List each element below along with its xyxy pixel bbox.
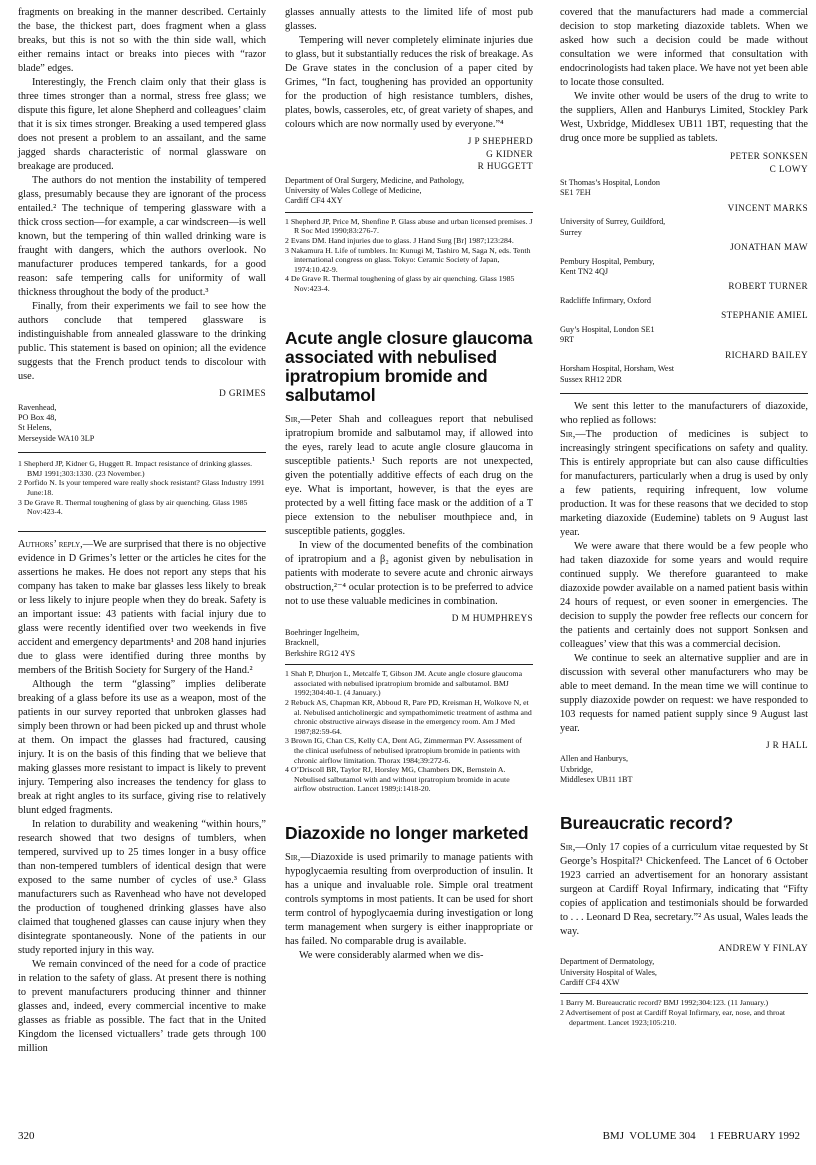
paragraph: In view of the documented benefits of the combination of ipratropium and a β₂ agonist given by nebulisation in patients with moderate to severe acute and chronic airways obstruction,²⁻⁴ ocular protection is to be preferred to advice not to use these valuable medicines in combination.	[285, 540, 533, 608]
paragraph: We were aware that there would be a few people who had taken diazoxide for some years and would require continued supply. We therefore guaranteed to make diazoxide powder available on a named patient basis within 24 hours of request, or even sooner in emergencies. The decision to supply the powder free reflects our concern for the patients and certainly does not support Sonksen and colleagues’ view that this was a commercial decision.	[560, 540, 808, 650]
reference: 3 Brown IG, Chan CS, Kelly CA, Dent AG, Zimmerman PV. Assessment of the clinical usefulness of nebulised ipratropium bromide in patients with chronic airflow limitation. Thorax 1984;39:272-6.	[285, 736, 523, 765]
reference: 1 Shepherd JP, Kidner G, Huggett R. Impact resistance of drinking glasses. BMJ 1991;303:1330. (23 November.)	[18, 459, 253, 478]
reference-list	[285, 669, 533, 794]
paragraph: We invite other would be users of the drug to write to the suppliers, Allen and Hanburys Limited, Stockley Park West, Uxbridge, Middlesex UB11 1BT, requesting that the drug once more be supplied as tablets.	[560, 91, 808, 144]
author-signature: J P SHEPHERD G KIDNER R HUGGETT	[467, 136, 533, 171]
column-1	[18, 6, 266, 1056]
reference-list	[18, 459, 266, 517]
lead-word: Sir,	[560, 841, 576, 853]
column-2	[285, 6, 533, 963]
reference: 3 Nakamura H. Life of tumblers. In: Kunugi M, Tashiro M, Saga N, eds. Tenth international congress on glass. Tokyo: Ceramic Society of Japan, 1974:10.42-9.	[285, 245, 531, 274]
reference: 1 Shah P, Dhurjon L, Metcalfe T, Gibson JM. Acute angle closure glaucoma associated with nebulised ipratropium bromide and salbutamol. BMJ 1992;304:40-1. (4 January.)	[285, 669, 523, 698]
paragraph: We continue to seek an alternative supplier and are in discussion with several other manufacturers who may be able to meet demand. In the mean time we will continue to supply diazoxide powder on request: we have responded to 103 requests for named patient supply since 9 August last year.	[560, 652, 808, 734]
author-signature: J R HALL	[766, 739, 808, 750]
lead-word: Sir,	[560, 428, 576, 440]
paragraph: Sir,—The production of medicines is subject to increasingly stringent specifications on safety and quality. This is entirely appropriate but can also cause difficulties for manufacturers, particularly when a drug is used by only a few patients, requiring infrequent, low volume production. It was for these reasons that we decided to stop marketing diazoxide (Eudemine) tablets on 9 August last year.	[560, 428, 808, 538]
reference-list	[285, 217, 533, 294]
paragraph: We were considerably alarmed when we dis-	[299, 949, 484, 961]
reference: 2 Advertisement of post at Cardiff Royal Infirmary, ear, nose, and throat department. Lancet 1923;105:210.	[560, 1008, 786, 1027]
signatory-address: St Thomas’s Hospital, London SE1 7EH	[560, 178, 660, 198]
reference: 4 De Grave R. Thermal toughening of glass by air quenching. Glass 1985 Nov:423-4.	[285, 274, 515, 293]
article-headline: Bureaucratic record?	[560, 812, 734, 833]
column-3	[560, 6, 808, 1027]
divider	[285, 664, 533, 665]
author-address: Ravenhead, PO Box 48, St Helens, Merseyside WA10 3LP	[18, 402, 95, 443]
article-headline: Diazoxide no longer marketed	[285, 822, 529, 843]
paragraph: In relation to durability and weakening “within hours,” research showed that two designs of tumblers, when tempered, survived up to 25 times longer in a busy office than non-tempered tumblers of identical design that were exposed to the same number of cycles of use.³ Glass manufacturers such as Ravenhead who have not developed the production of toughened drinking glasses have also claimed that toughened glasses can cause injury when they disintegrate spontaneously. None of the patients in our study reported injury in this way.	[18, 818, 266, 956]
paragraph: Tempering will never completely eliminate injuries due to glass, but it substantially reduces the risk of breakage. As De Grave states in the conclusion of a paper cited by Grimes, “In fact, toughening has provided an opportunity for the production of high resistance tumblers, dishes, plates, bowls, casseroles, etc, of great variety of shapes, and colours which are now normally used by everyone.”⁴	[285, 35, 533, 130]
reference: 3 De Grave R. Thermal toughening of glass by air quenching. Glass 1985 Nov:423-4.	[18, 497, 248, 517]
page-number: 320	[18, 1130, 35, 1142]
paragraph: covered that the manufacturers had made a commercial decision to stop marketing diazoxide tablets. When we asked how such a decision could be made without consultation we were informed that consultation with endocrinologists had taken place. We have not yet been able to locate those consulted.	[560, 7, 808, 88]
signatory-list	[560, 150, 808, 385]
paragraph: fragments on breaking in the manner described. Certainly the base, the thickest part, does fragment when a glass breaks, but this is not so with the thin side wall, which either remains intact or breaks into pieces with “razor blade” edges.	[18, 7, 266, 74]
signatory-address: Radcliffe Infirmary, Oxford	[560, 295, 651, 305]
signatory-name: JONATHAN MAW	[730, 242, 808, 253]
divider	[285, 212, 533, 213]
paragraph: glasses annually attests to the limited life of most pub glasses.	[285, 7, 533, 32]
lead-word: Sir,	[285, 851, 301, 863]
divider	[18, 531, 266, 532]
reference-list	[560, 998, 808, 1027]
lead-word: Authors’ reply,	[18, 538, 83, 550]
signatory-name: RICHARD BAILEY	[725, 349, 808, 360]
lead-word: Sir,	[285, 414, 301, 426]
signatory-address: Guy’s Hospital, London SE1 9RT	[560, 324, 655, 345]
author-address: Department of Oral Surgery, Medicine, and Pathology, University of Wales College of Medicine, Cardiff CF4 4XY	[285, 175, 465, 206]
reference: 2 Rebuck AS, Chapman KR, Abboud R, Pare PD, Kreisman H, Wolkove N, et al. Nebulised anticholinergic and sympathomimetic treatment of asthma and chronic obstructive airways disease in the emergency room. Am J Med 1987;82:59-64.	[285, 697, 532, 736]
paragraph: Finally, from their experiments we fail to see how the authors conclude that tempered glassware is indistinguishable from annealed glassware to the drinking public. This statement is based on opinion; all the evidence suggests that the French product tends to discolour with use.	[18, 301, 266, 382]
author-address: Allen and Hanburys, Uxbridge, Middlesex UB11 1BT	[560, 754, 633, 785]
signatory-name: VINCENT MARKS	[727, 202, 808, 213]
reference: 2 Evans DM. Hand injuries due to glass. J Hand Surg [Br] 1987;123:284.	[285, 235, 514, 245]
signatory-address: University of Surrey, Guildford, Surrey	[560, 217, 666, 237]
paragraph: We sent this letter to the manufacturers of diazoxide, who replied as follows:	[560, 400, 808, 426]
signatory-name: PETER SONKSEN	[730, 151, 808, 161]
signatory-name: STEPHANIE AMIEL	[721, 310, 808, 321]
journal-footer: BMJ VOLUME 304 1 FEBRUARY 1992	[602, 1130, 800, 1142]
author-signature: D GRIMES	[219, 388, 266, 398]
paragraph: The authors do not mention the instability of tempered glass, presumably because they are ignorant of the process entailed.² The technique of tempering glassware with a thick cross section—for example, a car windscreen—is well known, but the tempering of thin walled drinking ware is fraught with dangers, which the authors overlook. No manufacturer produces tempered tankards, for a good reason: safe tempering calls for uniformity of wall thickness throughout the body of the product.³	[18, 175, 266, 298]
divider	[560, 393, 808, 394]
reference: 1 Shepherd JP, Price M, Shenfine P. Glass abuse and urban licensed premises. J R Soc Med 1990;83:276-7.	[285, 216, 533, 236]
article-headline: Acute angle closure glaucoma associated with nebulised ipratropium bromide and salbutamol	[285, 328, 533, 406]
reference: 1 Barry M. Bureaucratic record? BMJ 1992;304:123. (11 January.)	[560, 998, 769, 1008]
divider	[18, 452, 266, 453]
divider	[560, 993, 808, 994]
reference: 4 O’Driscoll BR, Taylor RJ, Horsley MG, Chambers DK, Bernstein A. Nebulised salbutamol with and without ipratropium bromide in acute airflow obstruction. Lancet 1989;i:1418-20.	[285, 765, 510, 794]
author-signature: ANDREW Y FINLAY	[718, 942, 808, 953]
paragraph: Although the term “glassing” implies deliberate breaking of a glass before its use as a weapon, most of the patients in our survey reported that unbroken glasses had simply been thrown or had been picked up and thrust whole at them. On impact the glasses had fractured, causing injury. It is on the basis of this finding that we believe that making glasses more resistant to impact is likely to prevent injury. Tempering also increases the tendency for glass to break at right angles to its surface, giving rise to relatively blunt edged fragments.	[18, 678, 266, 816]
author-address: Department of Dermatology, University Hospital of Wales, Cardiff CF4 4XW	[560, 957, 657, 987]
paragraph: Sir,—Only 17 copies of a curriculum vitae requested by St George’s Hospital?¹ Chickenfeed. The Lancet of 6 October 1923 carried an advertisement for an honorary assistant surgeon at Cardiff Royal Infirmary, indicating that “Fifty copies of application and testimonials should be forwarded to . . . Leonard D Rea, secretary.”² As usual, Wales leads the way.	[560, 841, 808, 937]
signatory-name: ROBERT TURNER	[728, 281, 808, 292]
paragraph: Interestingly, the French claim only that their glass is three times stronger than a normal, stress free glass; we dispute this figure, let alone Shepherd and colleagues’ claim that it is six times stronger. Breaking a used tempered glass does not present a problem to an assailant, and the same jagged shards characteristic of normal glassware on breakage are produced.	[18, 77, 266, 172]
reference: 2 Porfido N. Is your tempered ware really shock resistant? Glass Industry 1991 June:18.	[18, 478, 265, 497]
author-address: Boehringer Ingelheim, Bracknell, Berkshire RG12 4YS	[285, 627, 360, 658]
paragraph: Sir,—Peter Shah and colleagues report that nebulised ipratropium bromide and salbutamol may, if allowed into the eyes, rarely lead to acute angle closure glaucoma in susceptible patients.¹ Such reports are not unexpected, given the potentially additive effects of each drug on the eye. What is important, however, is that the eyes are protected by a well fitting face mask or the addition of a T piece extension to the nebuliser mouthpiece and, in susceptible patients, goggles.	[285, 414, 533, 538]
author-signature: D M HUMPHREYS	[451, 613, 533, 624]
signatory-address: Pembury Hospital, Pembury, Kent TN2 4QJ	[560, 256, 655, 277]
signatory-name: C LOWY	[769, 163, 808, 174]
paragraph: Authors’ reply,—We are surprised that there is no objective evidence in D Grimes’s letter or the articles he cites for the assertions he makes. He does not report any steps that his company has taken to make bar glasses less likely to break or less likely to injure people when they do break. Safety is an important issue: 43 patients with facial injury due to glass were recently identified over two weekends in five accident and emergency departments¹ and 208 hand injuries due to glass were identified during three months by members of the British Society for Surgery of the Hand.²	[18, 538, 266, 676]
paragraph: Sir,—Diazoxide is used primarily to manage patients with hypoglycaemia resulting from overproduction of insulin. It has a unique and invaluable role. Simple oral treatment controls symptoms in most patients. It can be used for short term control of hypoglycaemia during investigation or long term management when surgery is either inappropriate or has failed. No comparable drug is available.	[285, 851, 533, 947]
paragraph: We remain convinced of the need for a code of practice in relation to the safety of glass. At present there is nothing to prevent manufacturers producing thinner and thinner glasses and, indeed, every commercial incentive to make glasses as friable as possible. The fact that in the United Kingdom the licensed victuallers’ trade gets through 100 million	[18, 958, 266, 1054]
signatory-address: Horsham Hospital, Horsham, West Sussex RH12 2DR	[560, 364, 675, 384]
